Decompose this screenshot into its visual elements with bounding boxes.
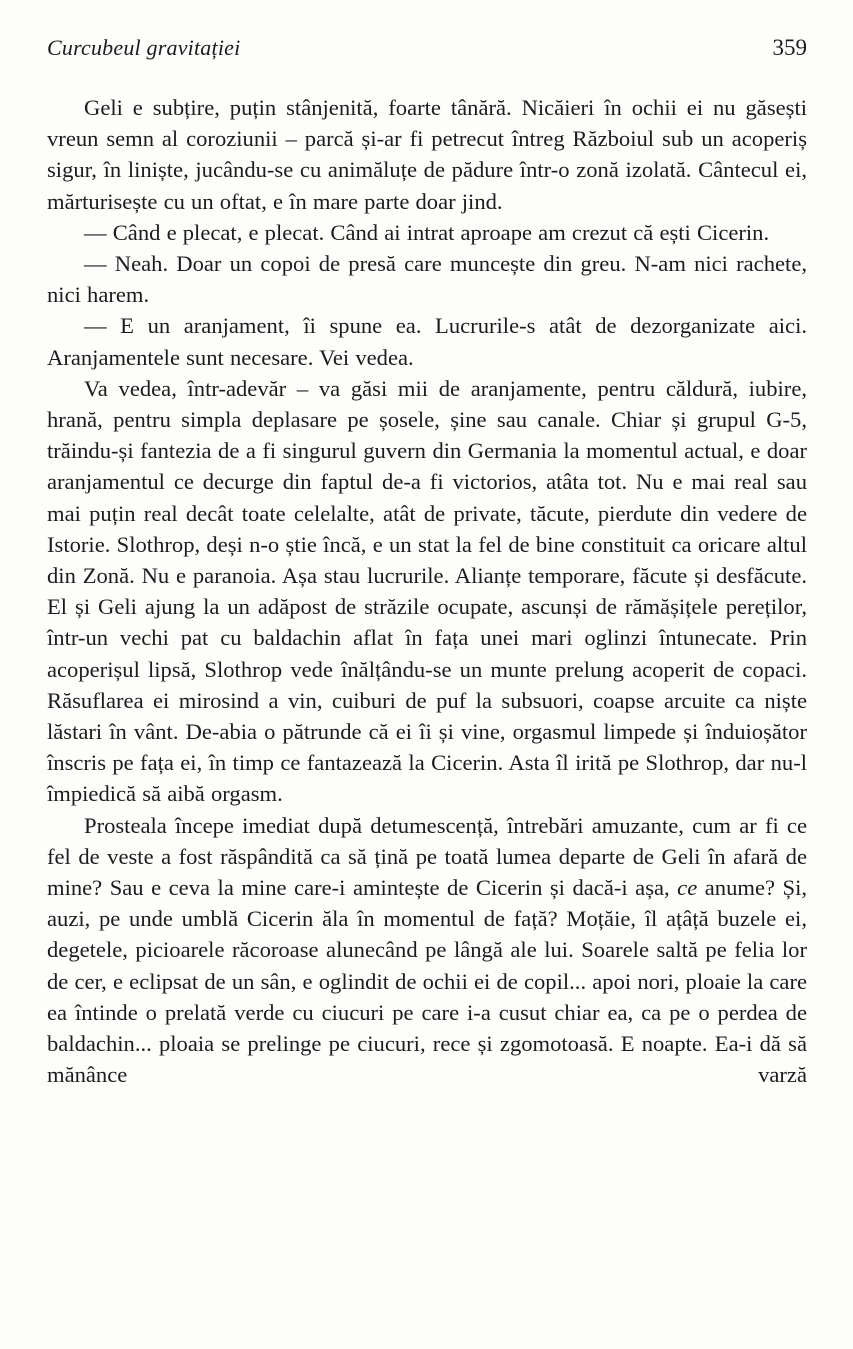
paragraph-dialogue-1: — Când e plecat, e plecat. Când ai intrat aproape am crezut că ești Cicerin. (84, 219, 770, 245)
page-body (47, 92, 807, 1091)
page-number: 359 (772, 35, 807, 60)
paragraph-dialogue-2: — Neah. Doar un copoi de presă care muncește din greu. N-am nici rachete, nici harem. (47, 251, 807, 308)
paragraph-narration-1: Geli e subțire, puțin stânjenită, foarte tânără. Nicăieri în ochii ei nu găsești vreun semn al coroziunii – parcă și-ar fi petrecut întreg Războiul sub un acoperiș sigur, în liniște, jucându-se cu animăluțe de pădure într-o zonă izolată. Cântecul ei, mărturisește cu un oftat, e în mare parte doar jind. (47, 95, 807, 214)
paragraph-narration-2: Va vedea, într-adevăr – va găsi mii de aranjamente, pentru căldură, iubire, hrană, pentru simpla deplasare pe șosele, șine sau canale. Chiar și grupul G-5, trăindu-și fantezia de a fi singurul guvern din Germania la momentul actual, e doar aranjamentul ce decurge din faptul de-a fi victorios, atâta tot. Nu e mai real sau mai puțin real decât toate celelalte, atât de private, tăcute, pierdute din vedere de Istorie. Slothrop, deși n-o știe încă, e un stat la fel de bine constituit ca oricare altul din Zonă. Nu e paranoia. Așa stau lucrurile. Alianțe temporare, făcute și desfăcute. El și Geli ajung la un adăpost de străzile ocupate, ascunși de rămășițele pereților, într-un vechi pat cu baldachin aflat în fața unei mari oglinzi întunecate. Prin acoperișul lipsă, Slothrop vede înălțându-se un munte prelung acoperit de copaci. Răsuflarea ei mirosind a vin, cuiburi de puf la subsuori, coapse arcuite ca niște lăstari în vânt. De-abia o pătrunde că ei îi și vine, orgasmul limpede și înduioșător înscris pe fața ei, în timp ce fantazează la Cicerin. Asta îl irită pe Slothrop, dar nu-l împiedică să aibă orgasm. (47, 375, 807, 807)
paragraph-narration-3 (47, 810, 807, 1091)
paragraph-dialogue-3: — E un aranjament, îi spune ea. Lucrurile-s atât de dezorganizate aici. Aranjamentele sunt necesare. Vei vedea. (47, 313, 807, 370)
running-title: Curcubeul gravitației (47, 35, 241, 60)
paragraph-narration-3-before-emphasis: Prosteala începe imediat după detumescență, întrebări amuzante, cum ar fi ce fel de veste a fost răspândită ca să țină pe toată lumea departe de Geli în afară de mine? Sau e ceva la mine care-i amintește de Cicerin și dacă-i așa, (47, 812, 807, 901)
emphasized-word: ce (677, 875, 698, 901)
paragraph-narration-3-after-emphasis: anume? Și, auzi, pe unde umblă Cicerin ăla în momentul de față? Moțăie, îl ațâță buzele ei, degetele, picioarele răcoroase alunecând pe lângă ale lui. Soarele saltă pe felia lor de cer, e eclipsat de un sân, e oglindit de ochii ei de copil... apoi nori, ploaie la care ea întinde o prelată verde cu ciucuri pe care i-a cusut chiar ea, ca pe o perdea de baldachin... ploaia se prelinge pe ciucuri, rece și zgomotoasă. E noapte. Ea-i dă să mănânce varză (47, 875, 807, 1088)
page-header (47, 34, 807, 62)
